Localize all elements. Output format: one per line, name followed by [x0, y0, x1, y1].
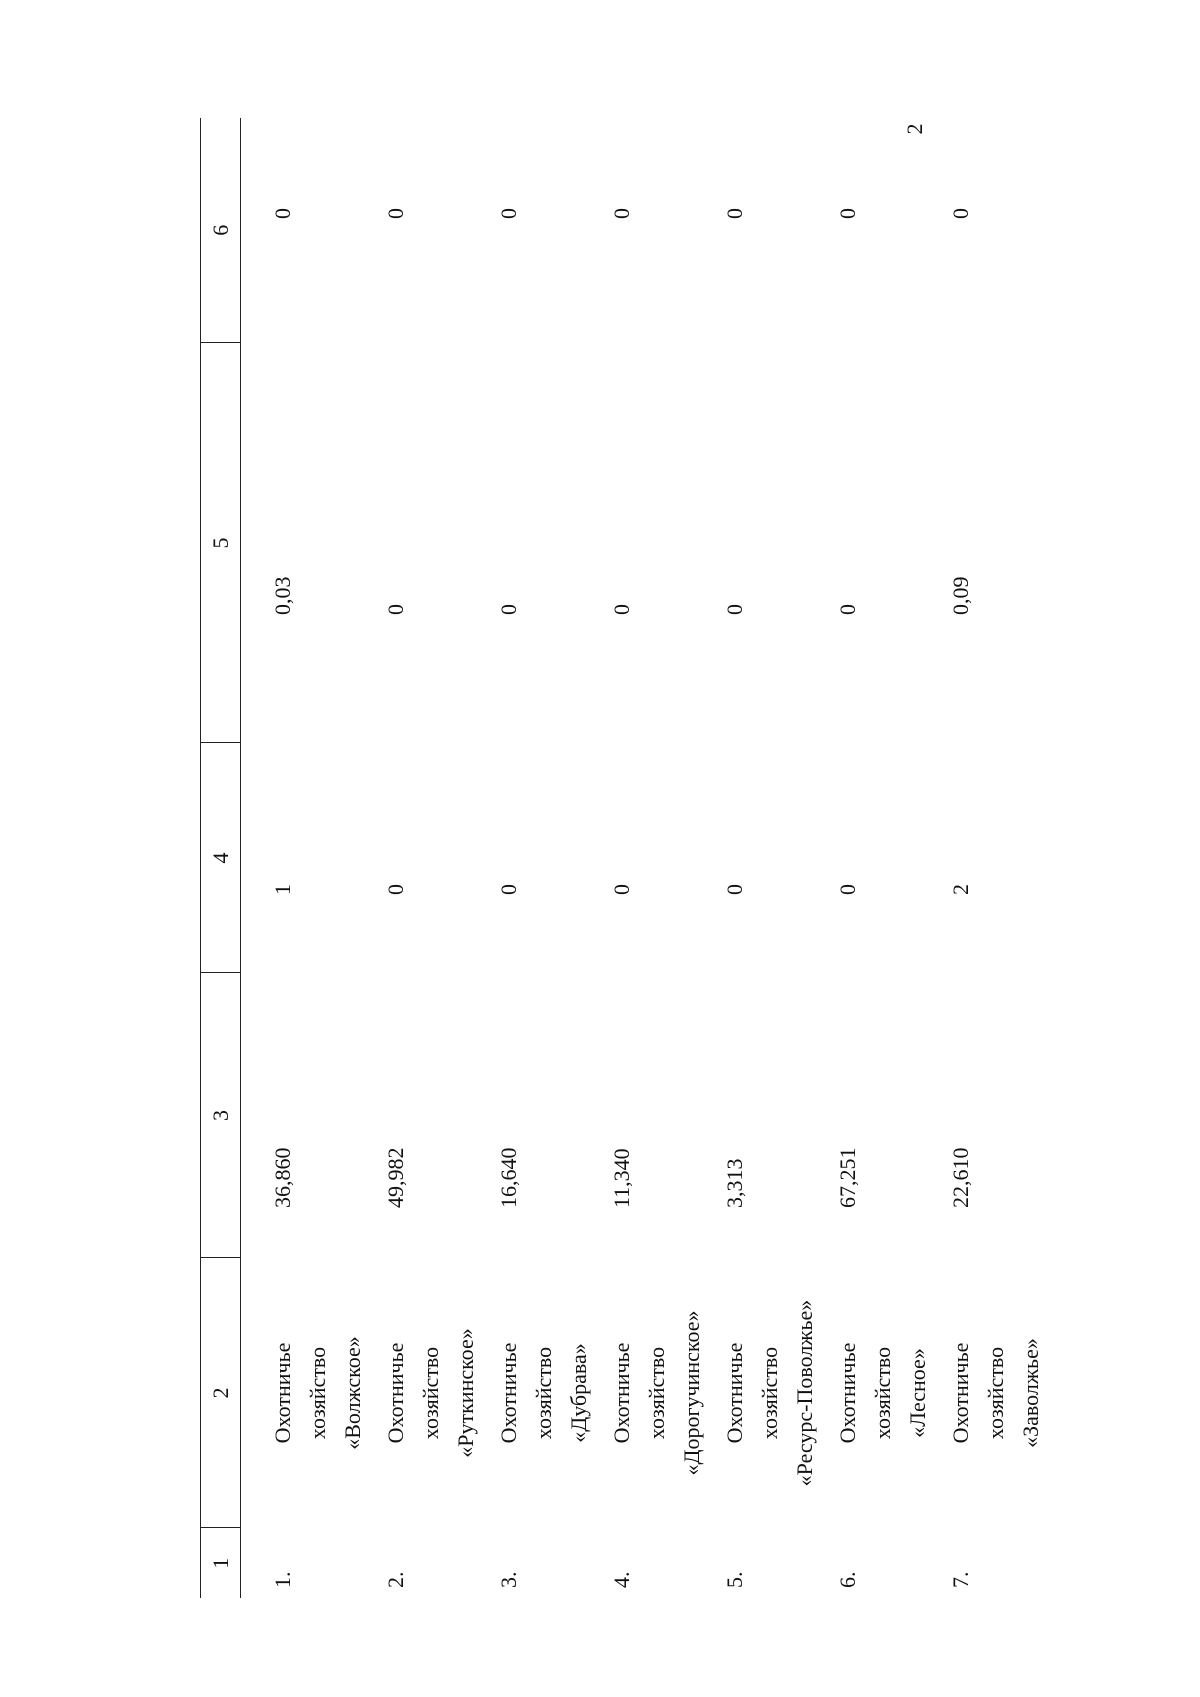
column-header: 5 — [201, 343, 241, 743]
column-6-value: 0 — [496, 208, 521, 219]
name-line: Охотничье — [383, 1342, 408, 1444]
name-line: «Дорогучинское» — [679, 1310, 704, 1476]
area-value: 67,251 — [835, 1147, 860, 1208]
name-line: «Руткинское» — [453, 1328, 478, 1458]
column-header: 2 — [201, 1258, 241, 1528]
row-number: 1. — [270, 1571, 295, 1588]
hunting-ground-name — [241, 1258, 379, 1528]
table-row — [604, 118, 717, 1598]
name-line: «Дубрава» — [566, 1343, 591, 1443]
column-6-value: 0 — [270, 208, 295, 219]
name-line: хозяйство — [531, 1346, 556, 1440]
density-value: 0 — [835, 604, 860, 615]
table-row — [830, 118, 943, 1598]
column-header: 6 — [201, 118, 241, 343]
column-6-value: 0 — [722, 208, 747, 219]
table-row — [491, 118, 604, 1598]
name-line: хозяйство — [644, 1346, 669, 1440]
area-value: 16,640 — [496, 1147, 521, 1208]
density-value: 0 — [722, 604, 747, 615]
area-value: 49,982 — [383, 1147, 408, 1208]
density-value: 0 — [496, 604, 521, 615]
row-number: 7. — [948, 1571, 973, 1588]
header-row — [201, 118, 241, 1598]
row-number: 2. — [383, 1571, 408, 1588]
density-value: 0,03 — [270, 576, 295, 615]
name-line: хозяйство — [757, 1346, 782, 1440]
name-line: «Волжское» — [340, 1336, 365, 1450]
area-value: 22,610 — [948, 1147, 973, 1208]
name-line: хозяйство — [870, 1346, 895, 1440]
density-value: 0 — [383, 604, 408, 615]
column-header: 4 — [201, 743, 241, 973]
count-value: 2 — [948, 884, 973, 895]
column-6-value: 0 — [948, 208, 973, 219]
name-line: Охотничье — [948, 1342, 973, 1444]
table-row — [378, 118, 491, 1598]
row-number: 5. — [722, 1571, 747, 1588]
name-line: хозяйство — [983, 1346, 1008, 1440]
row-number: 3. — [496, 1571, 521, 1588]
count-value: 0 — [835, 884, 860, 895]
table-row — [717, 118, 830, 1598]
hunting-ground-name — [943, 1258, 1056, 1528]
column-6-value: 0 — [835, 208, 860, 219]
count-value: 0 — [496, 884, 521, 895]
hunting-grounds-table — [200, 118, 1056, 1598]
hunting-ground-name — [830, 1258, 943, 1528]
table-row — [241, 118, 379, 1598]
column-6-value: 0 — [383, 208, 408, 219]
name-line: Охотничье — [722, 1342, 747, 1444]
name-line: «Лесное» — [905, 1348, 930, 1438]
row-number: 4. — [609, 1571, 634, 1588]
count-value: 1 — [270, 884, 295, 895]
area-value: 11,340 — [609, 1148, 634, 1208]
area-value: 36,860 — [270, 1147, 295, 1208]
count-value: 0 — [609, 884, 634, 895]
count-value: 0 — [383, 884, 408, 895]
name-line: хозяйство — [305, 1346, 330, 1440]
name-line: хозяйство — [418, 1346, 443, 1440]
column-header: 3 — [201, 973, 241, 1258]
hunting-ground-name — [604, 1258, 717, 1528]
density-value: 0 — [609, 604, 634, 615]
page-number: 2 — [902, 123, 927, 135]
density-value: 0,09 — [948, 576, 973, 615]
name-line: Охотничье — [835, 1342, 860, 1444]
name-line: Охотничье — [609, 1342, 634, 1444]
rotated-table-container — [200, 118, 1043, 1598]
hunting-ground-name — [717, 1258, 830, 1528]
row-number: 6. — [835, 1571, 860, 1588]
column-header: 1 — [201, 1528, 241, 1598]
hunting-ground-name — [378, 1258, 491, 1528]
name-line: «Ресурс-Поволжье» — [792, 1299, 817, 1487]
name-line: «Заволжье» — [1018, 1338, 1043, 1448]
name-line: Охотничье — [270, 1342, 295, 1444]
hunting-ground-name — [491, 1258, 604, 1528]
table-row — [943, 118, 1056, 1598]
name-line: Охотничье — [496, 1342, 521, 1444]
column-6-value: 0 — [609, 208, 634, 219]
area-value: 3,313 — [722, 1158, 747, 1208]
count-value: 0 — [722, 884, 747, 895]
